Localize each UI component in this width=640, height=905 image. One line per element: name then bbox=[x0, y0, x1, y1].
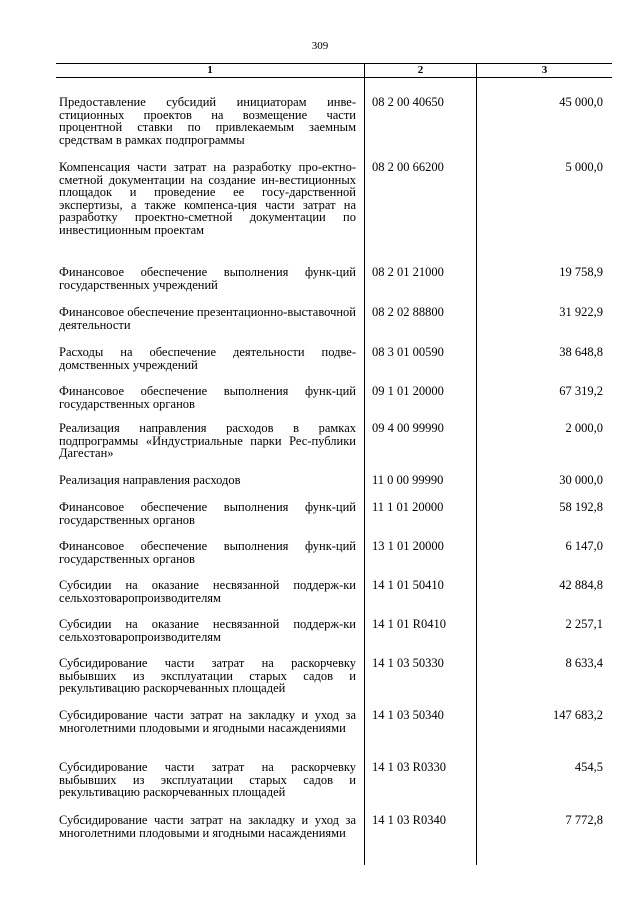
row-code: 14 1 03 R0340 bbox=[372, 813, 446, 827]
column-header-3: 3 bbox=[476, 64, 612, 77]
row-code: 08 2 01 21000 bbox=[372, 265, 444, 279]
row-description: Реализация направления расходов в рамках подпрограммы «Индустриальные парки Рес-публики Дагестан» bbox=[59, 421, 356, 460]
table-row bbox=[56, 161, 612, 236]
row-description: Финансовое обеспечение презентационно-выставочной деятельности bbox=[59, 305, 356, 332]
row-description: Финансовое обеспечение выполнения функ-ций государственных органов bbox=[59, 384, 356, 411]
row-code: 14 1 03 50330 bbox=[372, 656, 444, 670]
row-description: Реализация направления расходов bbox=[59, 473, 241, 487]
row-description: Финансовое обеспечение выполнения функ-ций государственных органов bbox=[59, 500, 356, 527]
row-description: Предоставление субсидий инициаторам инве-стиционных проектов на возмещение части процентной ставки по привлекаемым заемным средствам в рамках подпрограммы bbox=[59, 95, 356, 147]
row-description: Субсидирование части затрат на раскорчевку выбывших из эксплуатации старых садов и рекультивацию раскорчеванных площадей bbox=[59, 656, 356, 695]
page-number: 309 bbox=[311, 40, 329, 52]
row-amount: 58 192,8 bbox=[559, 500, 603, 514]
row-code: 08 3 01 00590 bbox=[372, 345, 444, 359]
row-description: Субсидии на оказание несвязанной поддерж-ки сельхозтоваропроизводителям bbox=[59, 617, 356, 644]
table-row bbox=[56, 814, 612, 839]
table-row bbox=[56, 579, 612, 604]
row-code: 09 1 01 20000 bbox=[372, 384, 444, 398]
table-header-row bbox=[56, 63, 612, 78]
table-row bbox=[56, 501, 612, 526]
row-amount: 67 319,2 bbox=[559, 384, 603, 398]
table-row bbox=[56, 346, 612, 371]
column-header-1: 1 bbox=[207, 64, 213, 76]
row-amount: 8 633,4 bbox=[565, 656, 603, 670]
row-amount: 147 683,2 bbox=[553, 708, 603, 722]
row-description: Субсидирование части затрат на закладку и уход за многолетними плодовыми и ягодными насаждениями bbox=[59, 708, 356, 735]
row-amount: 2 000,0 bbox=[565, 421, 603, 435]
row-code: 14 1 03 R0330 bbox=[372, 760, 446, 774]
row-code: 14 1 03 50340 bbox=[372, 708, 444, 722]
table-row bbox=[56, 266, 612, 291]
row-description: Финансовое обеспечение выполнения функ-ций государственных органов bbox=[59, 539, 356, 566]
row-description: Субсидии на оказание несвязанной поддерж-ки сельхозтоваропроизводителям bbox=[59, 578, 356, 605]
table-row bbox=[56, 657, 612, 695]
row-code: 13 1 01 20000 bbox=[372, 539, 444, 553]
table-row bbox=[56, 306, 612, 331]
row-code: 14 1 01 50410 bbox=[372, 578, 444, 592]
table-row bbox=[56, 385, 612, 410]
row-description: Расходы на обеспечение деятельности подве-домственных учреждений bbox=[59, 345, 356, 372]
row-amount: 2 257,1 bbox=[565, 617, 603, 631]
table-row bbox=[56, 96, 612, 146]
row-description: Субсидирование части затрат на закладку и уход за многолетними плодовыми и ягодными насаждениями bbox=[59, 813, 356, 840]
table-row bbox=[56, 761, 612, 799]
row-code: 08 2 00 66200 bbox=[372, 160, 444, 174]
row-description: Субсидирование части затрат на раскорчевку выбывших из эксплуатации старых садов и рекультивацию раскорчеванных площадей bbox=[59, 760, 356, 799]
row-amount: 454,5 bbox=[574, 760, 603, 774]
row-amount: 42 884,8 bbox=[559, 578, 603, 592]
table-row bbox=[56, 474, 612, 487]
row-amount: 30 000,0 bbox=[559, 473, 603, 487]
row-amount: 19 758,9 bbox=[559, 265, 603, 279]
row-amount: 7 772,8 bbox=[565, 813, 603, 827]
row-code: 08 2 02 88800 bbox=[372, 305, 444, 319]
row-code: 09 4 00 99990 bbox=[372, 421, 444, 435]
budget-table bbox=[56, 63, 612, 840]
row-amount: 5 000,0 bbox=[565, 160, 603, 174]
row-amount: 45 000,0 bbox=[559, 95, 603, 109]
table-row bbox=[56, 540, 612, 565]
table-row bbox=[56, 618, 612, 643]
table-row bbox=[56, 422, 612, 460]
row-description: Компенсация части затрат на разработку про-ектно-сметной документации на создание ин-вестиционных площадок и проведение ее госу-дарственной экспертизы, а также компенса-ция части затрат на разработку проектно-сметной документации по инвестиционным проектам bbox=[59, 160, 356, 237]
row-code: 08 2 00 40650 bbox=[372, 95, 444, 109]
table-row bbox=[56, 709, 612, 734]
row-amount: 31 922,9 bbox=[559, 305, 603, 319]
row-amount: 6 147,0 bbox=[565, 539, 603, 553]
row-code: 11 0 00 99990 bbox=[372, 473, 444, 487]
row-description: Финансовое обеспечение выполнения функ-ций государственных учреждений bbox=[59, 265, 356, 292]
row-amount: 38 648,8 bbox=[559, 345, 603, 359]
row-code: 11 1 01 20000 bbox=[372, 500, 444, 514]
column-header-2: 2 bbox=[364, 64, 476, 77]
row-code: 14 1 01 R0410 bbox=[372, 617, 446, 631]
